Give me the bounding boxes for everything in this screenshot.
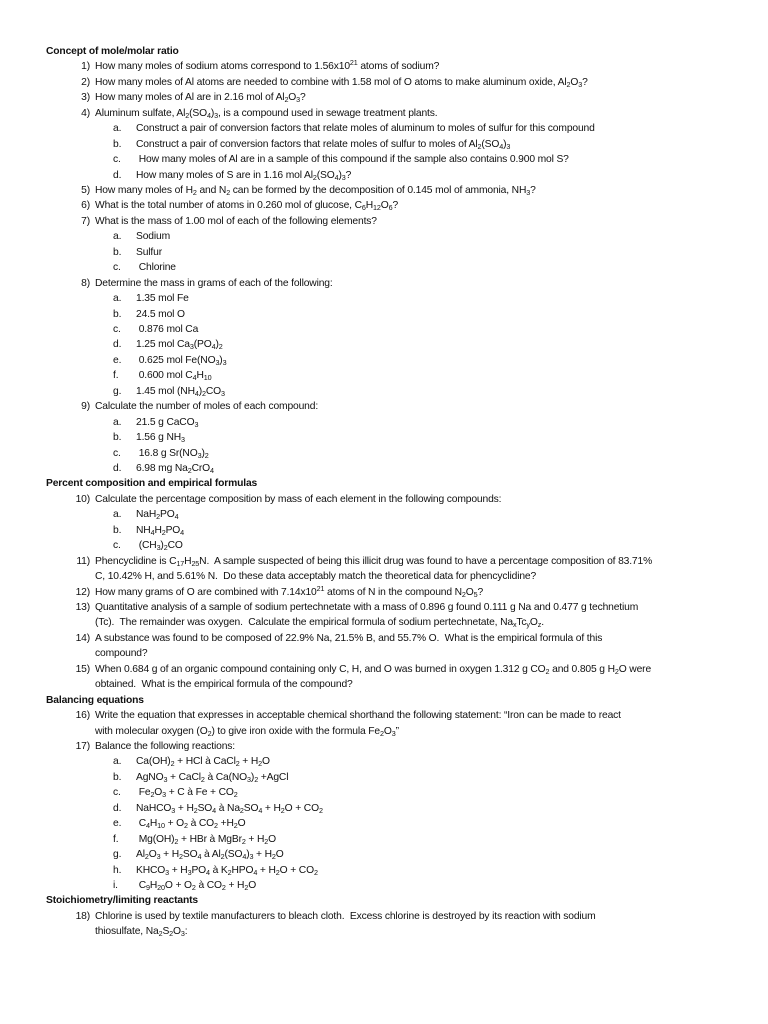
sub-question [46, 322, 746, 337]
sub-question [46, 538, 746, 553]
question-item [46, 631, 746, 662]
sub-question-letter: b. [113, 524, 122, 536]
question-item [46, 600, 746, 631]
sub-question-letter: f. [113, 833, 119, 845]
sub-question-letter: c. [113, 262, 121, 274]
worksheet-page [46, 44, 746, 940]
section-heading: Concept of mole/molar ratio [46, 46, 179, 57]
sub-question [46, 368, 746, 383]
sub-question-text: $NaH_2PO_4$ [136, 509, 179, 522]
sub-question [46, 121, 746, 136]
question-text: What is the total number of atoms in 0.260 mol of glucose, $C_6H_{12}O_6$? [95, 200, 399, 213]
question-number: 13) [75, 601, 90, 613]
question-number: 1) [81, 61, 90, 73]
question-text: How many moles of $H_2$ and $N_2$ can be formed by the decomposition of 0.145 mol of ammonia, $NH_3$? [95, 185, 536, 197]
sub-question-text: 0.625 mol $Fe(NO_3)_3$ [136, 354, 227, 367]
sub-question [46, 446, 746, 461]
sub-question-letter: d. [113, 462, 122, 474]
question-text: Balance the following reactions: [95, 741, 236, 753]
section-heading: Balancing equations [46, 694, 144, 706]
question-number: 15) [75, 663, 90, 675]
sub-question-text: $Mg(OH)_2$ + HBr à MgBr$_2$ + $H_2O$ [136, 833, 277, 846]
sub-question-text: $KHCO_3 + H_3PO_4$ à $K_2HPO_4 + H_2O + CO_2$ [136, 864, 318, 877]
sub-question-letter: e. [113, 818, 122, 830]
question-text: Quantitative analysis of a sample of sodium pertechnetate with a mass of 0.896 g found 0.111 g Na and 0.477 g technetium [95, 601, 639, 613]
sub-question-letter: a. [113, 123, 122, 135]
sub-question-text: 6.98 mg $Na_2CrO_4$ [136, 462, 214, 475]
sub-question-letter: a. [113, 416, 122, 428]
sub-question-letter: c. [113, 540, 121, 552]
sub-question-letter: d. [113, 169, 122, 181]
question-item [46, 276, 746, 291]
sub-question-letter: i. [113, 879, 118, 891]
sub-question [46, 353, 746, 368]
sub-question-text: AgNO$_3$ + CaCl$_2$ à $Ca(NO_3)_2$ +AgCl [136, 771, 289, 784]
sub-question [46, 229, 746, 244]
question-text: Write the equation that expresses in acceptable chemical shorthand the following statement: “Iron can be made to react [95, 710, 621, 722]
sub-question [46, 847, 746, 862]
sub-question [46, 523, 746, 538]
question-text: Chlorine is used by textile manufacturers to bleach cloth. Excess chlorine is destroyed by its reaction with sodium [95, 910, 596, 922]
question-item [46, 492, 746, 507]
sub-question [46, 832, 746, 847]
sub-question [46, 168, 746, 183]
sub-question-text: 0.876 mol Ca [136, 324, 199, 335]
sub-question [46, 307, 746, 322]
question-text: Phencyclidine is $C_{17}H_{25}N$. A sample suspected of being this illicit drug was found to have a percentage composition of 83.71% [95, 555, 653, 568]
sub-question-text: Construct a pair of conversion factors that relate moles of aluminum to moles of sulfur for this compound [136, 123, 595, 135]
sub-question-text: 1.56 g $NH_3$ [136, 432, 185, 445]
question-item [46, 399, 746, 414]
question-text: When 0.684 g of an organic compound containing only C, H, and O was burned in oxygen 1.312 g $CO_2$ and 0.805 g $H_2O$ were [95, 663, 652, 676]
question-number: 9) [81, 401, 90, 413]
question-number: 5) [81, 185, 90, 196]
sub-question [46, 137, 746, 152]
sub-question [46, 291, 746, 306]
sub-question-text: How many moles of S are in 1.16 mol $Al_2(SO_4)_3$? [136, 169, 352, 182]
sub-question-text: Sulfur [136, 246, 162, 258]
sub-question [46, 785, 746, 800]
sub-question-letter: c. [113, 447, 121, 459]
sub-question [46, 245, 746, 260]
sub-question-letter: h. [113, 864, 122, 876]
sub-question-text: Sodium [136, 231, 171, 243]
question-number: 11) [76, 555, 90, 567]
sub-question-text: $Ca(OH)_2$ + HCl à CaCl$_2$ + $H_2O$ [136, 756, 270, 769]
sub-question-text: $Al_2O_3 + H_2SO_4$ à $Al_2(SO_4)_3 + H_2O$ [136, 849, 284, 862]
sub-question-letter: b. [113, 308, 122, 320]
sub-question [46, 507, 746, 522]
question-number: 3) [81, 92, 90, 104]
question-text: Calculate the number of moles of each compound: [95, 401, 319, 413]
question-number: 12) [75, 586, 90, 598]
question-text: Aluminum sulfate, $Al_2(SO_4)_3$, is a compound used in sewage treatment plants. [95, 107, 438, 120]
question-text: How many moles of sodium atoms correspond to $1.56x10^{21}$ atoms of sodium? [95, 58, 440, 73]
question-text: A substance was found to be composed of 22.9% Na, 21.5% B, and 55.7% O. What is the empirical formula of this [95, 632, 603, 644]
sub-question-text: 16.8 g $Sr(NO_3)_2$ [136, 447, 209, 460]
sub-question-letter: c. [113, 154, 121, 166]
sub-question [46, 863, 746, 878]
sub-question [46, 260, 746, 275]
sub-question-text: $(CH_3)_2CO$ [136, 540, 183, 553]
sub-question-letter: g. [113, 385, 122, 397]
sub-question [46, 770, 746, 785]
sub-question-letter: a. [113, 293, 122, 305]
sub-question-text: Chlorine [136, 262, 176, 274]
sub-question [46, 430, 746, 445]
sub-question-letter: c. [113, 324, 121, 335]
sub-question-letter: b. [113, 432, 122, 444]
question-number: 14) [75, 632, 90, 644]
sub-question-text: $C_4H_{10} + O_2$ à $CO_2 +H_2O$ [136, 818, 246, 831]
question-number: 17) [75, 741, 90, 753]
question-item [46, 183, 746, 198]
question-item [46, 585, 746, 600]
sub-question-letter: g. [113, 849, 122, 861]
sub-question [46, 878, 746, 893]
sub-question-letter: b. [113, 246, 122, 258]
sub-question [46, 816, 746, 831]
sub-question-text: 21.5 g CaCO$_3$ [136, 416, 199, 429]
question-item [46, 90, 746, 105]
question-text: compound? [95, 648, 148, 660]
question-text: Calculate the percentage composition by mass of each element in the following compounds: [95, 493, 502, 505]
sub-question [46, 384, 746, 399]
sub-question-text: Construct a pair of conversion factors that relate moles of sulfur to moles of $Al_2(SO_4)_3$ [136, 138, 511, 151]
question-text: obtained. What is the empirical formula of the compound? [95, 679, 353, 691]
question-number: 8) [81, 277, 90, 289]
question-item [46, 59, 746, 74]
question-item [46, 214, 746, 229]
sub-question-letter: a. [113, 756, 122, 768]
sub-question-text: 1.35 mol Fe [136, 293, 189, 305]
sub-question-letter: a. [113, 231, 122, 243]
question-number: 7) [81, 215, 90, 227]
sub-question-text: 1.45 mol $(NH_4)_2CO_3$ [136, 385, 225, 398]
sub-question-text: How many moles of Al are in a sample of this compound if the sample also contains 0.900 mol S? [136, 154, 569, 166]
sub-question-text: 0.600 mol $C_4H_{10}$ [136, 370, 212, 383]
sub-question-text: 1.25 mol $Ca_3(PO_4)_2$ [136, 339, 223, 352]
sub-question-text: $NH_4H_2PO_4$ [136, 524, 185, 537]
sub-question-letter: e. [113, 354, 122, 366]
sub-question-letter: a. [113, 509, 122, 521]
question-item [46, 106, 746, 121]
section-heading: Stoichiometry/limiting reactants [46, 895, 198, 907]
question-number: 16) [75, 710, 90, 722]
question-text: How many moles of Al atoms are needed to combine with 1.58 mol of O atoms to make aluminum oxide, $Al_2O_3$? [95, 76, 588, 89]
question-text: How many moles of Al are in 2.16 mol of $Al_2O_3$? [95, 92, 306, 105]
sub-question-text: $Fe_2O_3 + C$ à $Fe + CO_2$ [136, 787, 238, 800]
question-item [46, 554, 746, 585]
question-text: Determine the mass in grams of each of the following: [95, 277, 333, 289]
sub-question [46, 152, 746, 167]
sub-question [46, 461, 746, 476]
sub-question-letter: b. [113, 138, 122, 150]
sub-question-letter: c. [113, 787, 121, 799]
sub-question-text: $C_9H_{20}O + O_2$ à $CO_2 + H_2O$ [136, 879, 257, 892]
question-item [46, 708, 746, 739]
sub-question-letter: d. [113, 339, 122, 351]
question-number: 18) [75, 910, 90, 922]
question-text: C, 10.42% H, and 5.61% N. Do these data acceptably match the theoretical data for phencyclidine? [95, 571, 537, 583]
sub-question-letter: f. [113, 370, 119, 382]
question-text: What is the mass of 1.00 mol of each of the following elements? [95, 215, 377, 227]
sub-question [46, 337, 746, 352]
question-item [46, 75, 746, 90]
question-item [46, 198, 746, 213]
question-number: 10) [75, 493, 90, 505]
question-text: How many grams of O are combined with $7.14x10^{21}$ atoms of N in the compound $N_2O_5$? [95, 583, 484, 599]
sub-question [46, 415, 746, 430]
question-item [46, 909, 746, 940]
sub-question [46, 801, 746, 816]
sub-question-text: NaHCO$_3$ + $H_2SO_4$ à $Na_2SO_4 + H_2O + CO_2$ [136, 802, 323, 815]
question-item [46, 662, 746, 693]
sub-question-letter: d. [113, 802, 122, 814]
question-item [46, 739, 746, 754]
question-number: 6) [81, 200, 90, 212]
question-text: thiosulfate, $Na_2S_2O_3$: [95, 926, 188, 939]
question-text: (Tc). The remainder was oxygen. Calculate the empirical formula of sodium pertechnetate, $Na_xTc_yO_z$. [95, 617, 544, 630]
sub-question-text: 24.5 mol O [136, 308, 185, 320]
question-text: with molecular oxygen $(O_2)$ to give iron oxide with the formula $Fe_2O_3$” [95, 725, 399, 738]
sub-question-letter: b. [113, 771, 122, 783]
question-number: 4) [81, 107, 90, 119]
question-number: 2) [81, 76, 90, 88]
section-heading: Percent composition and empirical formulas [46, 478, 258, 490]
sub-question [46, 754, 746, 769]
